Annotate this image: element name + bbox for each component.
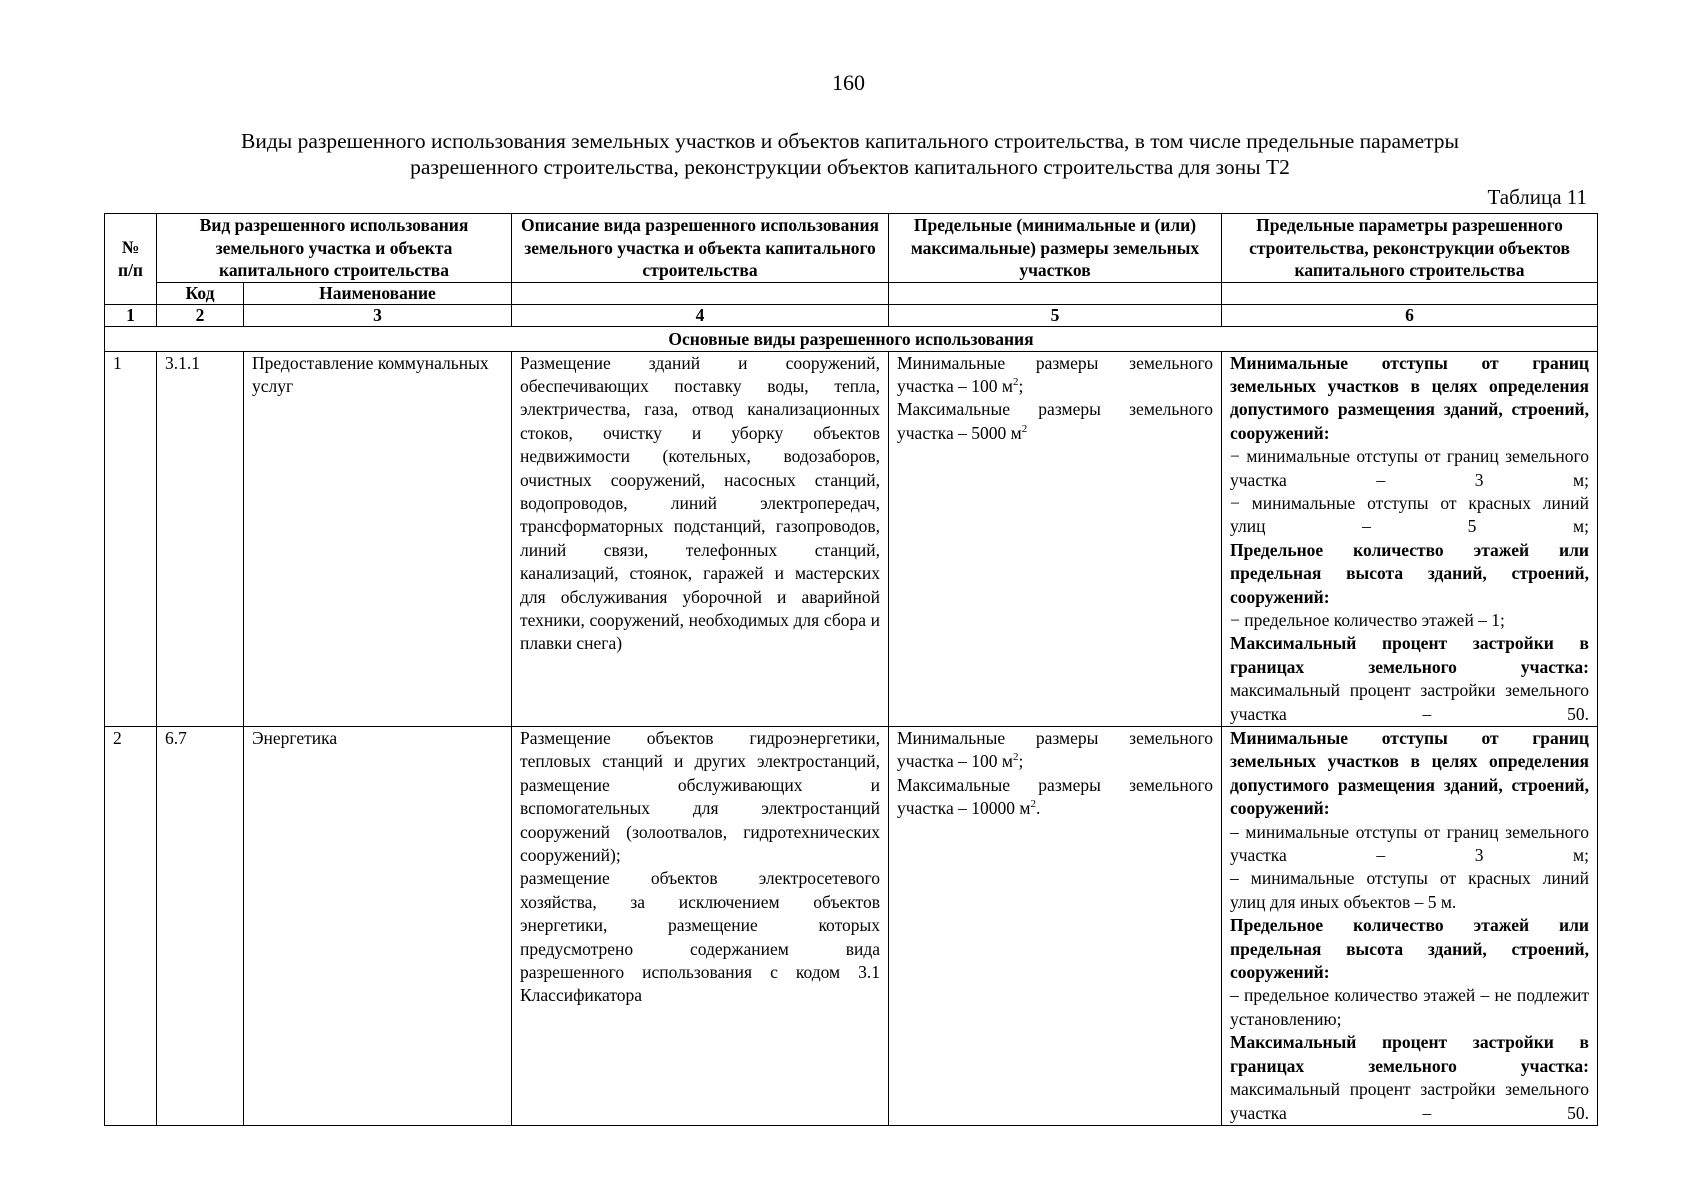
page-number: 160: [832, 70, 865, 95]
params-indent-item: − минимальные отступы от красных линий улиц – 5 м;: [1230, 492, 1589, 537]
header-name: Наименование: [244, 282, 512, 304]
params-percent-item: максимальный процент застройки земельного участка – 50.: [1230, 1079, 1589, 1123]
row-sizes: [889, 351, 1222, 727]
params-indent-heading: Минимальные отступы от границ земельных участков в целях определения допустимого размещения зданий, строений, сооружений:: [1230, 728, 1589, 819]
description-part: Размещение объектов гидроэнергетики, тепловых станций и других электростанций, размещение обслуживающих и вспомогательных для электростанций сооружений (золоотвалов, гидротехнических сооружений);: [520, 728, 880, 866]
row-params: [1222, 727, 1598, 1126]
row-name: Предоставление коммунальных услуг: [244, 351, 512, 727]
col-number: 5: [889, 304, 1222, 326]
header-empty-5: [889, 282, 1222, 304]
col-number: 3: [244, 304, 512, 326]
header-type: Вид разрешенного использования земельного участка и объекта капитального строительства: [157, 214, 512, 283]
subheader-row: [105, 282, 1598, 304]
description-part: размещение объектов электросетевого хозяйства, за исключением объектов энергетики, размещение которых предусмотрено содержанием вида разрешенного использования с кодом 3.1 Классификатора: [520, 868, 880, 1006]
header-num: № п/п: [105, 214, 157, 305]
params-floors-item: – предельное количество этажей – не подлежит установлению;: [1230, 985, 1589, 1029]
header-code: Код: [157, 282, 244, 304]
params-percent-heading: Максимальный процент застройки в границах земельного участка:: [1230, 633, 1589, 677]
row-description: Размещение зданий и сооружений, обеспечивающих поставку воды, тепла, электричества, газа, отвод канализационных стоков, очистку и уборку объектов недвижимости (котельных, водозаборов, очистных сооружений, насосных станций, водопроводов, линий электропередач, трансформаторных подстанций, газопроводов, линий связи, телефонных станций, канализаций, стоянок, гаражей и мастерских для обслуживания уборочной и аварийной техники, сооружений, необходимых для сбора и плавки снега): [512, 351, 889, 727]
row-name: Энергетика: [244, 727, 512, 1126]
sizes-max: Максимальные размеры земельного участка – 5000 $м^2$: [897, 399, 1213, 443]
params-indent-item: − минимальные отступы от границ земельного участка – 3 м;: [1230, 446, 1589, 490]
params-percent-heading: Максимальный процент застройки в границах земельного участка:: [1230, 1032, 1589, 1076]
header-description: Описание вида разрешенного использования земельного участка и объекта капитального строительства: [512, 214, 889, 283]
title-line-2: разрешенного строительства, реконструкции объектов капитального строительства для зоны Т2: [410, 155, 1290, 179]
col-number: 6: [1222, 304, 1598, 326]
section-row: [105, 326, 1598, 351]
document-title: [140, 128, 1560, 180]
row-num: 1: [105, 351, 157, 727]
sizes-max: Максимальные размеры земельного участка – 10000 $м^2$.: [897, 774, 1213, 819]
col-number: 4: [512, 304, 889, 326]
header-params: Предельные параметры разрешенного строительства, реконструкции объектов капитального строительства: [1222, 214, 1598, 283]
table-label: Таблица 11: [1487, 185, 1587, 209]
params-indent-heading: Минимальные отступы от границ земельных участков в целях определения допустимого размещения зданий, строений, сооружений:: [1230, 352, 1589, 443]
row-description: [512, 727, 889, 1126]
column-number-row: [105, 304, 1598, 326]
table-row: [105, 727, 1598, 1126]
sizes-min: Минимальные размеры земельного участка – 100 $м^2$;: [897, 728, 1213, 772]
header-row: [105, 214, 1598, 283]
params-floors-item: − предельное количество этажей – 1;: [1230, 609, 1505, 630]
params-indent-item: – минимальные отступы от красных линий улиц для иных объектов – 5 м.: [1230, 868, 1589, 912]
section-title: Основные виды разрешенного использования: [105, 326, 1598, 351]
row-code: 3.1.1: [157, 351, 244, 727]
header-empty-6: [1222, 282, 1598, 304]
params-floors-heading: Предельное количество этажей или предельная высота зданий, строений, сооружений:: [1230, 915, 1589, 983]
params-percent-item: максимальный процент застройки земельного участка – 50.: [1230, 680, 1589, 724]
sizes-min: Минимальные размеры земельного участка – 100 $м^2$;: [897, 352, 1213, 396]
row-code: 6.7: [157, 727, 244, 1126]
col-number: 1: [105, 304, 157, 326]
title-line-1: Виды разрешенного использования земельных участков и объектов капитального строительства, в том числе предельные параметры: [241, 129, 1459, 153]
row-params: [1222, 351, 1598, 727]
table-row: [105, 351, 1598, 727]
row-sizes: [889, 727, 1222, 1126]
header-empty-4: [512, 282, 889, 304]
col-number: 2: [157, 304, 244, 326]
params-floors-heading: Предельное количество этажей или предельная высота зданий, строений, сооружений:: [1230, 539, 1589, 607]
params-indent-item: – минимальные отступы от границ земельного участка – 3 м;: [1230, 821, 1589, 866]
row-num: 2: [105, 727, 157, 1126]
header-sizes: Предельные (минимальные и (или) максимальные) размеры земельных участков: [889, 214, 1222, 283]
zoning-table: [104, 213, 1598, 1126]
